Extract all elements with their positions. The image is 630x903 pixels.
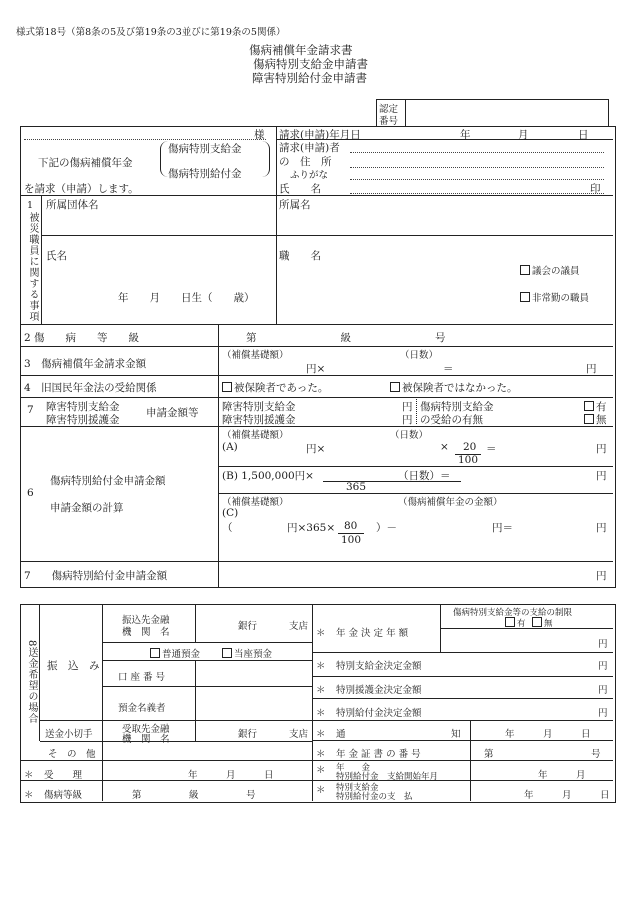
statement-end: を請求（申請）します。	[24, 183, 139, 195]
grade-star: ＊	[24, 790, 34, 801]
nenkin-kettei-star: ＊	[316, 628, 326, 639]
title-1: 傷病補償年金請求書	[249, 43, 353, 57]
section6-label1: 傷病特別給付金申請金額	[50, 475, 166, 487]
holder-label: 預金名義者	[118, 703, 166, 714]
sama-label: 様	[254, 129, 265, 141]
bank-label-2: 機 関 名	[122, 627, 170, 638]
opt-receipt-yes[interactable]: 有	[584, 399, 607, 414]
shosho-star: ＊	[316, 749, 326, 760]
bank-label-1: 振込先金融	[122, 615, 170, 626]
claim-date-label: 請求(申請)年月日	[279, 129, 361, 141]
section7a-right1: 傷病特別支給金	[420, 401, 494, 413]
section3-base-label: （補償基礎額）	[222, 350, 289, 361]
birth-date[interactable]: 年 月 日生（ 歳）	[118, 292, 255, 304]
section6-a-days-label: （日数）	[390, 430, 429, 441]
section6-c-yen: 円	[596, 522, 607, 534]
shosho-label: 年 金 証 書 の 番 号	[336, 749, 421, 760]
section7a-label1: 障害特別支給金	[46, 401, 120, 413]
dept-label: 所属名	[279, 199, 311, 211]
section7a-yen2: 円	[402, 414, 413, 426]
section6-a-base-label: （補償基礎額）	[222, 430, 289, 441]
pay-star: ＊	[316, 785, 326, 796]
opt-receipt-no[interactable]: 無	[584, 412, 607, 427]
section7a-right2: の受給の有無	[420, 414, 483, 426]
title-3: 障害特別給付金申請書	[252, 71, 367, 85]
tsuchi-label-2: 知	[451, 729, 461, 740]
engo-kettei-star: ＊	[316, 685, 326, 696]
section1-side-label: 被災職員に関する事項	[27, 212, 38, 322]
recv-label-2: 機 関 名	[122, 734, 170, 745]
juri-star: ＊	[24, 770, 34, 781]
section6-b-den: 365	[346, 481, 367, 493]
kogitte-label: 送金小切手	[45, 729, 93, 740]
section6-a-yen: 円	[596, 443, 607, 455]
shosho-go: 号	[591, 749, 601, 760]
section7a-no: 7	[27, 404, 34, 416]
branch-suffix: 支店	[289, 621, 309, 632]
employee-name-label: 氏名	[46, 250, 67, 262]
start-label-1: 年 金	[336, 763, 371, 773]
statement-opt-special-payment: 傷病特別支給金	[168, 143, 242, 155]
section3-eq: ＝	[443, 363, 454, 375]
section3-yen-x: 円×	[306, 363, 326, 375]
address-label: の 住 所	[279, 156, 332, 168]
section2-label: 2 傷 病 等 級	[24, 332, 140, 344]
furigana-label: ふりがな	[290, 170, 329, 181]
nintei-label-top: 認定	[379, 104, 399, 115]
juri-label: 受 理	[44, 770, 83, 781]
recv-branch-suffix: 支店	[289, 729, 309, 740]
section3-label: 3 傷病補償年金請求金額	[24, 358, 147, 370]
section2-grade-value[interactable]: 第 級 号	[246, 332, 446, 344]
section6-c-label: (C)	[222, 507, 239, 519]
section6-c-num: 80	[344, 520, 358, 532]
grade-value: 第 級 号	[132, 790, 256, 801]
recv-label-1: 受取先金融	[122, 724, 170, 735]
engo-kettei-yen: 円	[598, 685, 608, 696]
section6-a-yen-x: 円×	[306, 443, 326, 455]
section6-c-expr: 円×365×	[287, 522, 336, 534]
tsuchi-star: ＊	[316, 729, 326, 740]
statement-lead: 下記の傷病補償年金	[38, 157, 133, 169]
tsuchi-label-1: 通	[336, 729, 346, 740]
section6-b-days: （日数）＝	[398, 470, 451, 482]
start-label-2: 特別給付金 支給開始年月	[336, 772, 439, 782]
opt-restrict-no[interactable]: 無	[532, 617, 553, 629]
engo-kettei-label: 特別援護金決定金額	[336, 685, 422, 696]
section7a-item2: 障害特別援護金	[222, 414, 296, 426]
claim-date-year[interactable]: 年	[460, 129, 471, 141]
opt-hijokin[interactable]: 非常勤の職員	[520, 290, 589, 304]
section6-a-label: (A)	[222, 441, 238, 453]
section6-c-base-label: （補償基礎額）	[222, 497, 289, 508]
section6-c-eq: 円＝	[492, 522, 513, 534]
claim-date-month[interactable]: 月	[518, 129, 529, 141]
section7b-label: 7 傷病特別給付金申請金額	[24, 570, 168, 582]
kyufu-kettei-yen: 円	[598, 708, 608, 719]
restrict-title: 傷病特別支給金等の支給の制限	[453, 608, 573, 618]
section1-no: 1	[27, 200, 34, 211]
furikomi-label: 振 込 み	[47, 660, 100, 672]
section6-c-den: 100	[341, 534, 362, 546]
section6-c-minus: ）－	[376, 522, 397, 534]
form-number: 様式第18号（第8条の5及び第19条の3並びに第19条の5関係）	[16, 27, 286, 38]
title-2: 傷病特別支給金申請書	[253, 57, 368, 71]
shikyu-kettei-label: 特別支給金決定金額	[336, 661, 422, 672]
section6-a-den: 100	[458, 454, 479, 466]
section6-a-eq: ＝	[486, 443, 497, 455]
nintei-label-bottom: 番号	[379, 116, 399, 127]
sonota-label: そ の 他	[48, 749, 96, 760]
job-title-label: 職 名	[279, 250, 321, 262]
section6-a-num: 20	[463, 441, 477, 453]
section6-label2: 申請金額の計算	[50, 502, 124, 514]
section6-b-yen: 円	[596, 470, 607, 482]
pay-label-2: 特別給付金の支 払	[336, 792, 413, 802]
nintei-number-field[interactable]	[406, 100, 607, 126]
opt-futsu[interactable]: 普通預金	[150, 646, 200, 660]
section6-no: 6	[27, 487, 34, 499]
section7a-item1: 障害特別支給金	[222, 401, 296, 413]
claim-date-day[interactable]: 日	[578, 129, 589, 141]
recv-bank-suffix: 銀行	[238, 729, 258, 740]
seal-mark: 印	[590, 183, 601, 195]
pay-label-1: 特別支給金	[336, 783, 379, 793]
shikyu-kettei-star: ＊	[316, 661, 326, 672]
section6-c-paren: （	[222, 522, 233, 534]
start-star: ＊	[316, 765, 326, 776]
claimant-label: 請求(申請)者	[279, 142, 340, 154]
section4-label: 4 旧国民年金法の受給関係	[24, 382, 157, 394]
juri-date: 年 月 日	[188, 770, 274, 781]
org-label: 所属団体名	[46, 199, 99, 211]
opt-restrict-yes[interactable]: 有	[505, 617, 526, 629]
statement-opt-special-benefit: 傷病特別給付金	[168, 168, 242, 180]
section3-yen: 円	[586, 363, 597, 375]
bank-suffix: 銀行	[238, 621, 258, 632]
account-no-label: 口 座 番 号	[118, 672, 166, 683]
shikyu-kettei-yen: 円	[598, 661, 608, 672]
opt-giin[interactable]: 議会の議員	[520, 263, 580, 277]
pay-date: 年 月 日	[524, 790, 610, 801]
claimant-name-label: 氏 名	[279, 183, 321, 195]
section6-c-pension-label: （傷病補償年金の金額）	[398, 497, 503, 508]
opt-insured-was-not[interactable]: 被保険者ではなかった。	[390, 380, 518, 395]
shosho-dai: 第	[484, 749, 494, 760]
grade-label: 傷病等級	[44, 790, 83, 801]
section3-days-label: （日数）	[400, 350, 439, 361]
remittance-side-label: 8送金希望の場合	[26, 640, 37, 725]
restrict-yen: 円	[598, 639, 608, 650]
start-ym: 年 月	[538, 770, 586, 781]
opt-insured-was[interactable]: 被保険者であった。	[222, 380, 328, 395]
nenkin-kettei-label: 年 金 決 定 年 額	[336, 628, 409, 639]
section7a-yen1: 円	[402, 401, 413, 413]
section7a-label3: 申請金額等	[146, 407, 199, 419]
opt-toza[interactable]: 当座預金	[222, 646, 272, 660]
section7b-yen: 円	[596, 570, 607, 582]
section7a-label2: 障害特別援護金	[46, 414, 120, 426]
kyufu-kettei-label: 特別給付金決定金額	[336, 708, 422, 719]
kyufu-kettei-star: ＊	[316, 708, 326, 719]
section6-a-times: ×	[440, 441, 449, 453]
section6-b-expr: (B) 1,500,000円×	[222, 470, 314, 482]
tsuchi-date: 年 月 日	[505, 729, 591, 740]
